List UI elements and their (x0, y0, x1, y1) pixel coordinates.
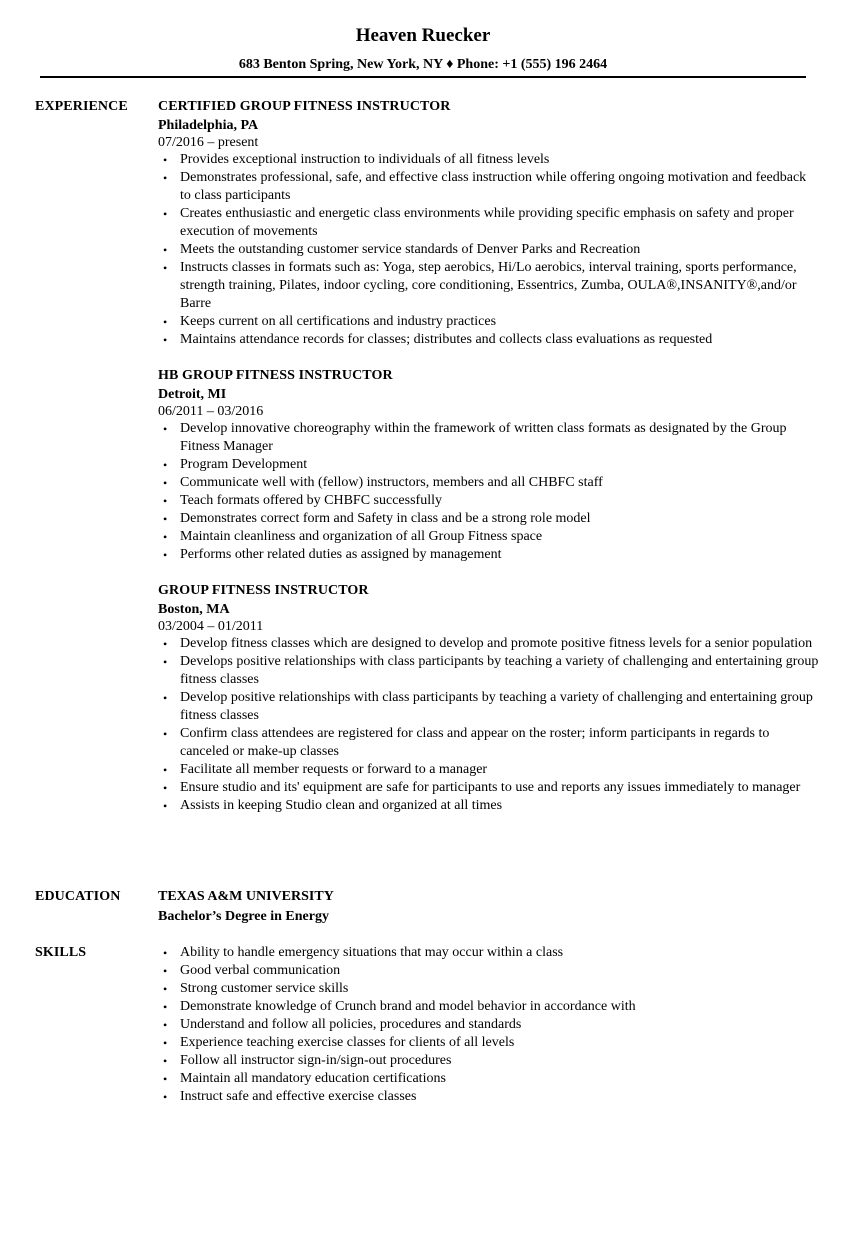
bullet-icon: • (163, 1000, 168, 1014)
skill-text: Ability to handle emergency situations that may occur within a class (180, 945, 564, 960)
bullet-text: Performs other related duties as assigned by management (180, 547, 502, 562)
list-item (158, 528, 820, 546)
job-entry (158, 98, 820, 349)
resume-header (40, 24, 806, 74)
job-bullet-list (158, 420, 820, 564)
bullet-icon: • (163, 964, 168, 978)
bullet-text: Develop fitness classes which are designed to develop and promote positive fitness levels for a senior population (180, 636, 813, 651)
candidate-name: Heaven Ruecker (355, 25, 491, 46)
list-item (158, 779, 820, 797)
bullet-text: Maintain cleanliness and organization of all Group Fitness space (180, 529, 543, 544)
list-item (158, 1070, 820, 1088)
list-item (158, 761, 820, 779)
header-divider (40, 76, 806, 78)
bullet-icon: • (163, 494, 168, 508)
education-body (158, 888, 820, 926)
school-name: TEXAS A&M UNIVERSITY (158, 889, 334, 904)
bullet-text: Meets the outstanding customer service standards of Denver Parks and Recreation (180, 242, 641, 257)
list-item (158, 259, 820, 313)
skill-text: Experience teaching exercise classes for clients of all levels (180, 1035, 515, 1050)
job-bullet-list (158, 151, 820, 349)
section-label-experience: EXPERIENCE (35, 99, 128, 114)
list-item (158, 510, 820, 528)
bullet-icon: • (163, 530, 168, 544)
job-location: Boston, MA (158, 602, 230, 617)
bullet-icon: • (163, 243, 168, 257)
list-item (158, 944, 820, 962)
bullet-icon: • (163, 763, 168, 777)
list-item (158, 725, 820, 761)
bullet-icon: • (163, 512, 168, 526)
list-item (158, 313, 820, 331)
list-item (158, 546, 820, 564)
bullet-icon: • (163, 153, 168, 167)
bullet-icon: • (163, 1018, 168, 1032)
bullet-icon: • (163, 1072, 168, 1086)
bullet-text: Program Development (180, 457, 308, 472)
job-location: Philadelphia, PA (158, 118, 259, 133)
list-item (158, 1016, 820, 1034)
bullet-text: Demonstrates correct form and Safety in class and be a strong role model (180, 511, 591, 526)
job-title: CERTIFIED GROUP FITNESS INSTRUCTOR (158, 99, 451, 114)
list-item (158, 635, 820, 653)
list-item (158, 241, 820, 259)
bullet-icon: • (163, 333, 168, 347)
list-item (158, 962, 820, 980)
job-dates: 06/2011 – 03/2016 (158, 404, 264, 419)
skill-text: Strong customer service skills (180, 981, 349, 996)
bullet-icon: • (163, 315, 168, 329)
job-entry (158, 367, 820, 564)
bullet-text: Assists in keeping Studio clean and organized at all times (180, 798, 503, 813)
bullet-icon: • (163, 655, 168, 669)
job-location: Detroit, MI (158, 387, 227, 402)
list-item (158, 653, 820, 689)
skills-body (158, 944, 820, 1106)
section-label-skills: SKILLS (35, 945, 87, 960)
bullet-icon: • (163, 261, 168, 275)
bullet-text: Develops positive relationships with class participants by teaching a variety of challenging and entertaining group fitness classes (180, 654, 819, 687)
section-label-education: EDUCATION (35, 889, 121, 904)
bullet-text: Creates enthusiastic and energetic class environments while providing specific emphasis on safety and proper execution of movements (180, 206, 794, 239)
bullet-icon: • (163, 946, 168, 960)
skill-text: Maintain all mandatory education certifications (180, 1071, 446, 1086)
bullet-text: Ensure studio and its' equipment are safe for participants to use and reports any issues immediately to manager (180, 780, 801, 795)
bullet-icon: • (163, 1036, 168, 1050)
bullet-icon: • (163, 458, 168, 472)
list-item (158, 456, 820, 474)
skills-list (158, 944, 820, 1106)
bullet-icon: • (163, 691, 168, 705)
bullet-text: Teach formats offered by CHBFC successfully (180, 493, 442, 508)
list-item (158, 420, 820, 456)
bullet-icon: • (163, 637, 168, 651)
job-entry (158, 582, 820, 815)
job-dates: 07/2016 – present (158, 135, 259, 150)
bullet-text: Instructs classes in formats such as: Yoga, step aerobics, Hi/Lo aerobics, interval training, sports performance, strength training, Pilates, indoor cycling, core conditioning, Essentrics, Zumba, OULA®,INSANITY®,and/or Barre (180, 260, 797, 311)
bullet-icon: • (163, 727, 168, 741)
bullet-icon: • (163, 207, 168, 221)
bullet-text: Develop positive relationships with class participants by teaching a variety of challenging and entertaining group fitness classes (180, 690, 813, 723)
bullet-icon: • (163, 781, 168, 795)
bullet-text: Communicate well with (fellow) instructors, members and all CHBFC staff (180, 475, 603, 490)
list-item (158, 151, 820, 169)
contact-line: 683 Benton Spring, New York, NY ♦ Phone: +1 (555) 196 2464 (238, 57, 608, 72)
list-item (158, 980, 820, 998)
degree-name: Bachelor’s Degree in Energy (158, 909, 329, 924)
job-title: HB GROUP FITNESS INSTRUCTOR (158, 368, 393, 383)
skill-text: Demonstrate knowledge of Crunch brand and model behavior in accordance with (180, 999, 636, 1014)
bullet-icon: • (163, 476, 168, 490)
list-item (158, 474, 820, 492)
bullet-icon: • (163, 982, 168, 996)
bullet-text: Facilitate all member requests or forward to a manager (180, 762, 488, 777)
list-item (158, 1034, 820, 1052)
skill-text: Understand and follow all policies, procedures and standards (180, 1017, 522, 1032)
list-item (158, 689, 820, 725)
list-item (158, 797, 820, 815)
bullet-icon: • (163, 548, 168, 562)
bullet-icon: • (163, 799, 168, 813)
list-item (158, 1052, 820, 1070)
skill-text: Follow all instructor sign-in/sign-out procedures (180, 1053, 452, 1068)
bullet-text: Demonstrates professional, safe, and effective class instruction while offering ongoing motivation and feedback to class participants (180, 170, 807, 203)
job-dates: 03/2004 – 01/2011 (158, 619, 264, 634)
bullet-text: Develop innovative choreography within the framework of written class formats as designated by the Group Fitness Manager (180, 421, 787, 454)
bullet-text: Keeps current on all certifications and industry practices (180, 314, 497, 329)
skill-text: Good verbal communication (180, 963, 341, 978)
bullet-icon: • (163, 171, 168, 185)
list-item (158, 169, 820, 205)
list-item (158, 331, 820, 349)
bullet-text: Maintains attendance records for classes; distributes and collects class evaluations as requested (180, 332, 713, 347)
list-item (158, 205, 820, 241)
bullet-icon: • (163, 1054, 168, 1068)
bullet-text: Provides exceptional instruction to individuals of all fitness levels (180, 152, 550, 167)
skill-text: Instruct safe and effective exercise classes (180, 1089, 417, 1104)
list-item (158, 1088, 820, 1106)
bullet-icon: • (163, 1090, 168, 1104)
list-item (158, 998, 820, 1016)
list-item (158, 492, 820, 510)
experience-body (158, 98, 820, 833)
bullet-text: Confirm class attendees are registered for class and appear on the roster; inform participants in regards to canceled or make-up classes (180, 726, 770, 759)
job-bullet-list (158, 635, 820, 815)
job-title: GROUP FITNESS INSTRUCTOR (158, 583, 369, 598)
bullet-icon: • (163, 422, 168, 436)
